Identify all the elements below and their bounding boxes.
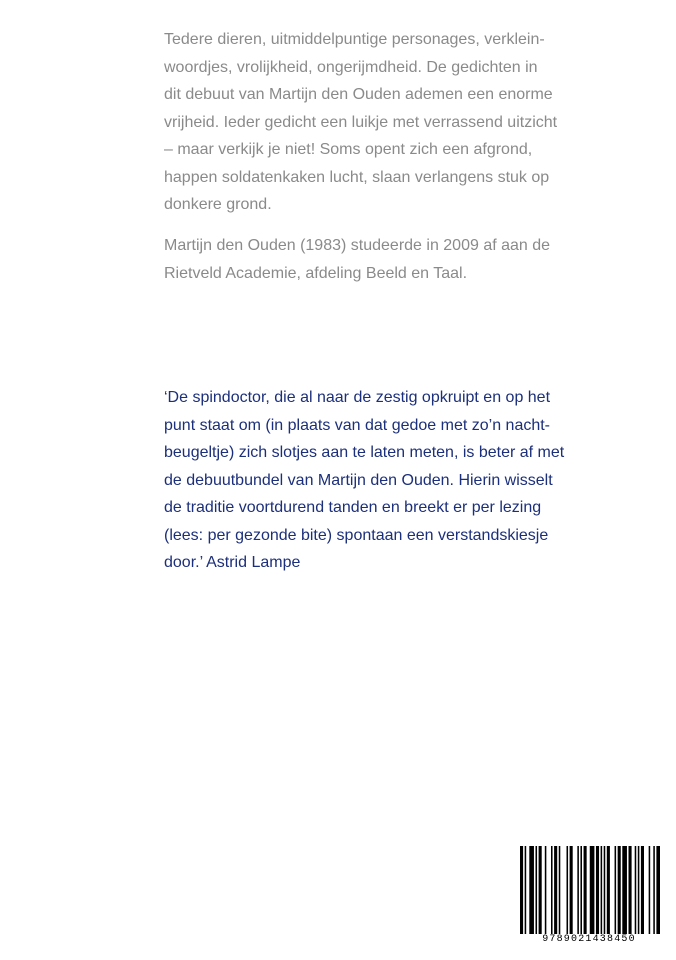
bio-line: Rietveld Academie, afdeling Beeld en Taal. [164,264,468,282]
barcode-bar [629,846,632,936]
barcode-bar [580,846,582,936]
blurb-line: Tedere dieren, uitmiddelpuntige personages, verklein- [164,31,545,48]
barcode-bar [635,846,637,936]
isbn-number: 9789021438450 [518,934,660,946]
blurb-line: happen soldatenkaken lucht, slaan verlangens stuk op [164,168,550,186]
blurb-line: donkere grond. [164,196,272,213]
barcode-bar [529,846,534,936]
barcode-bar [601,846,603,936]
barcode-bar [520,846,523,936]
quote-line: beugeltje) zich slotjes aan te laten meten, is beter af met [164,444,565,461]
barcode-bar [525,846,527,936]
barcode-bars [518,846,660,936]
quote-line: punt staat om (in plaats van dat gedoe met zo’n nacht- [164,416,551,434]
barcode-bar [567,846,569,936]
review-quote [164,384,584,577]
blurb-paragraph [164,26,584,219]
barcode-bar [551,846,553,936]
quote-line: de debuutbundel van Martijn den Ouden. Hierin wisselt [164,471,553,489]
isbn-barcode [518,846,660,948]
barcode-bar [590,846,595,936]
quote-line: door.’ Astrid Lampe [164,554,301,571]
barcode-bar [539,846,542,936]
bio-line: Martijn den Ouden (1983) studeerde in 2009 af aan de [164,237,551,254]
author-bio [164,232,584,287]
barcode-bar [604,846,606,936]
blurb-line: – maar verkijk je niet! Soms opent zich een afgrond, [164,141,533,158]
blurb-line: vrijheid. Ieder gedicht een luikje met verrassend uitzicht [164,113,558,131]
barcode-bar [584,846,587,936]
barcode-bar [577,846,579,936]
barcode-bar [607,846,610,936]
barcode-bar [545,846,547,936]
barcode-bar [615,846,617,936]
barcode-bar [641,846,644,936]
barcode-bar [638,846,640,936]
barcode-bar [559,846,561,936]
blurb-line: woordjes, vrolijkheid, ongerijmdheid. De gedichten in [164,58,538,76]
barcode-bar [536,846,538,936]
barcode-bar [622,846,627,936]
quote-line: ‘De spindoctor, die al naar de zestig opkruipt en op het [164,389,551,406]
blurb-line: dit debuut van Martijn den Ouden ademen een enorme [164,86,553,103]
barcode-bar [570,846,573,936]
quote-line: (lees: per gezonde bite) spontaan een verstandskiesje [164,526,549,544]
barcode-bar [596,846,599,936]
barcode-bar [649,846,651,936]
barcode-bar [618,846,621,936]
barcode-bar [653,846,655,936]
barcode-bar [554,846,557,936]
quote-line: de traditie voortdurend tanden en breekt er per lezing [164,499,542,516]
barcode-bar [656,846,660,936]
